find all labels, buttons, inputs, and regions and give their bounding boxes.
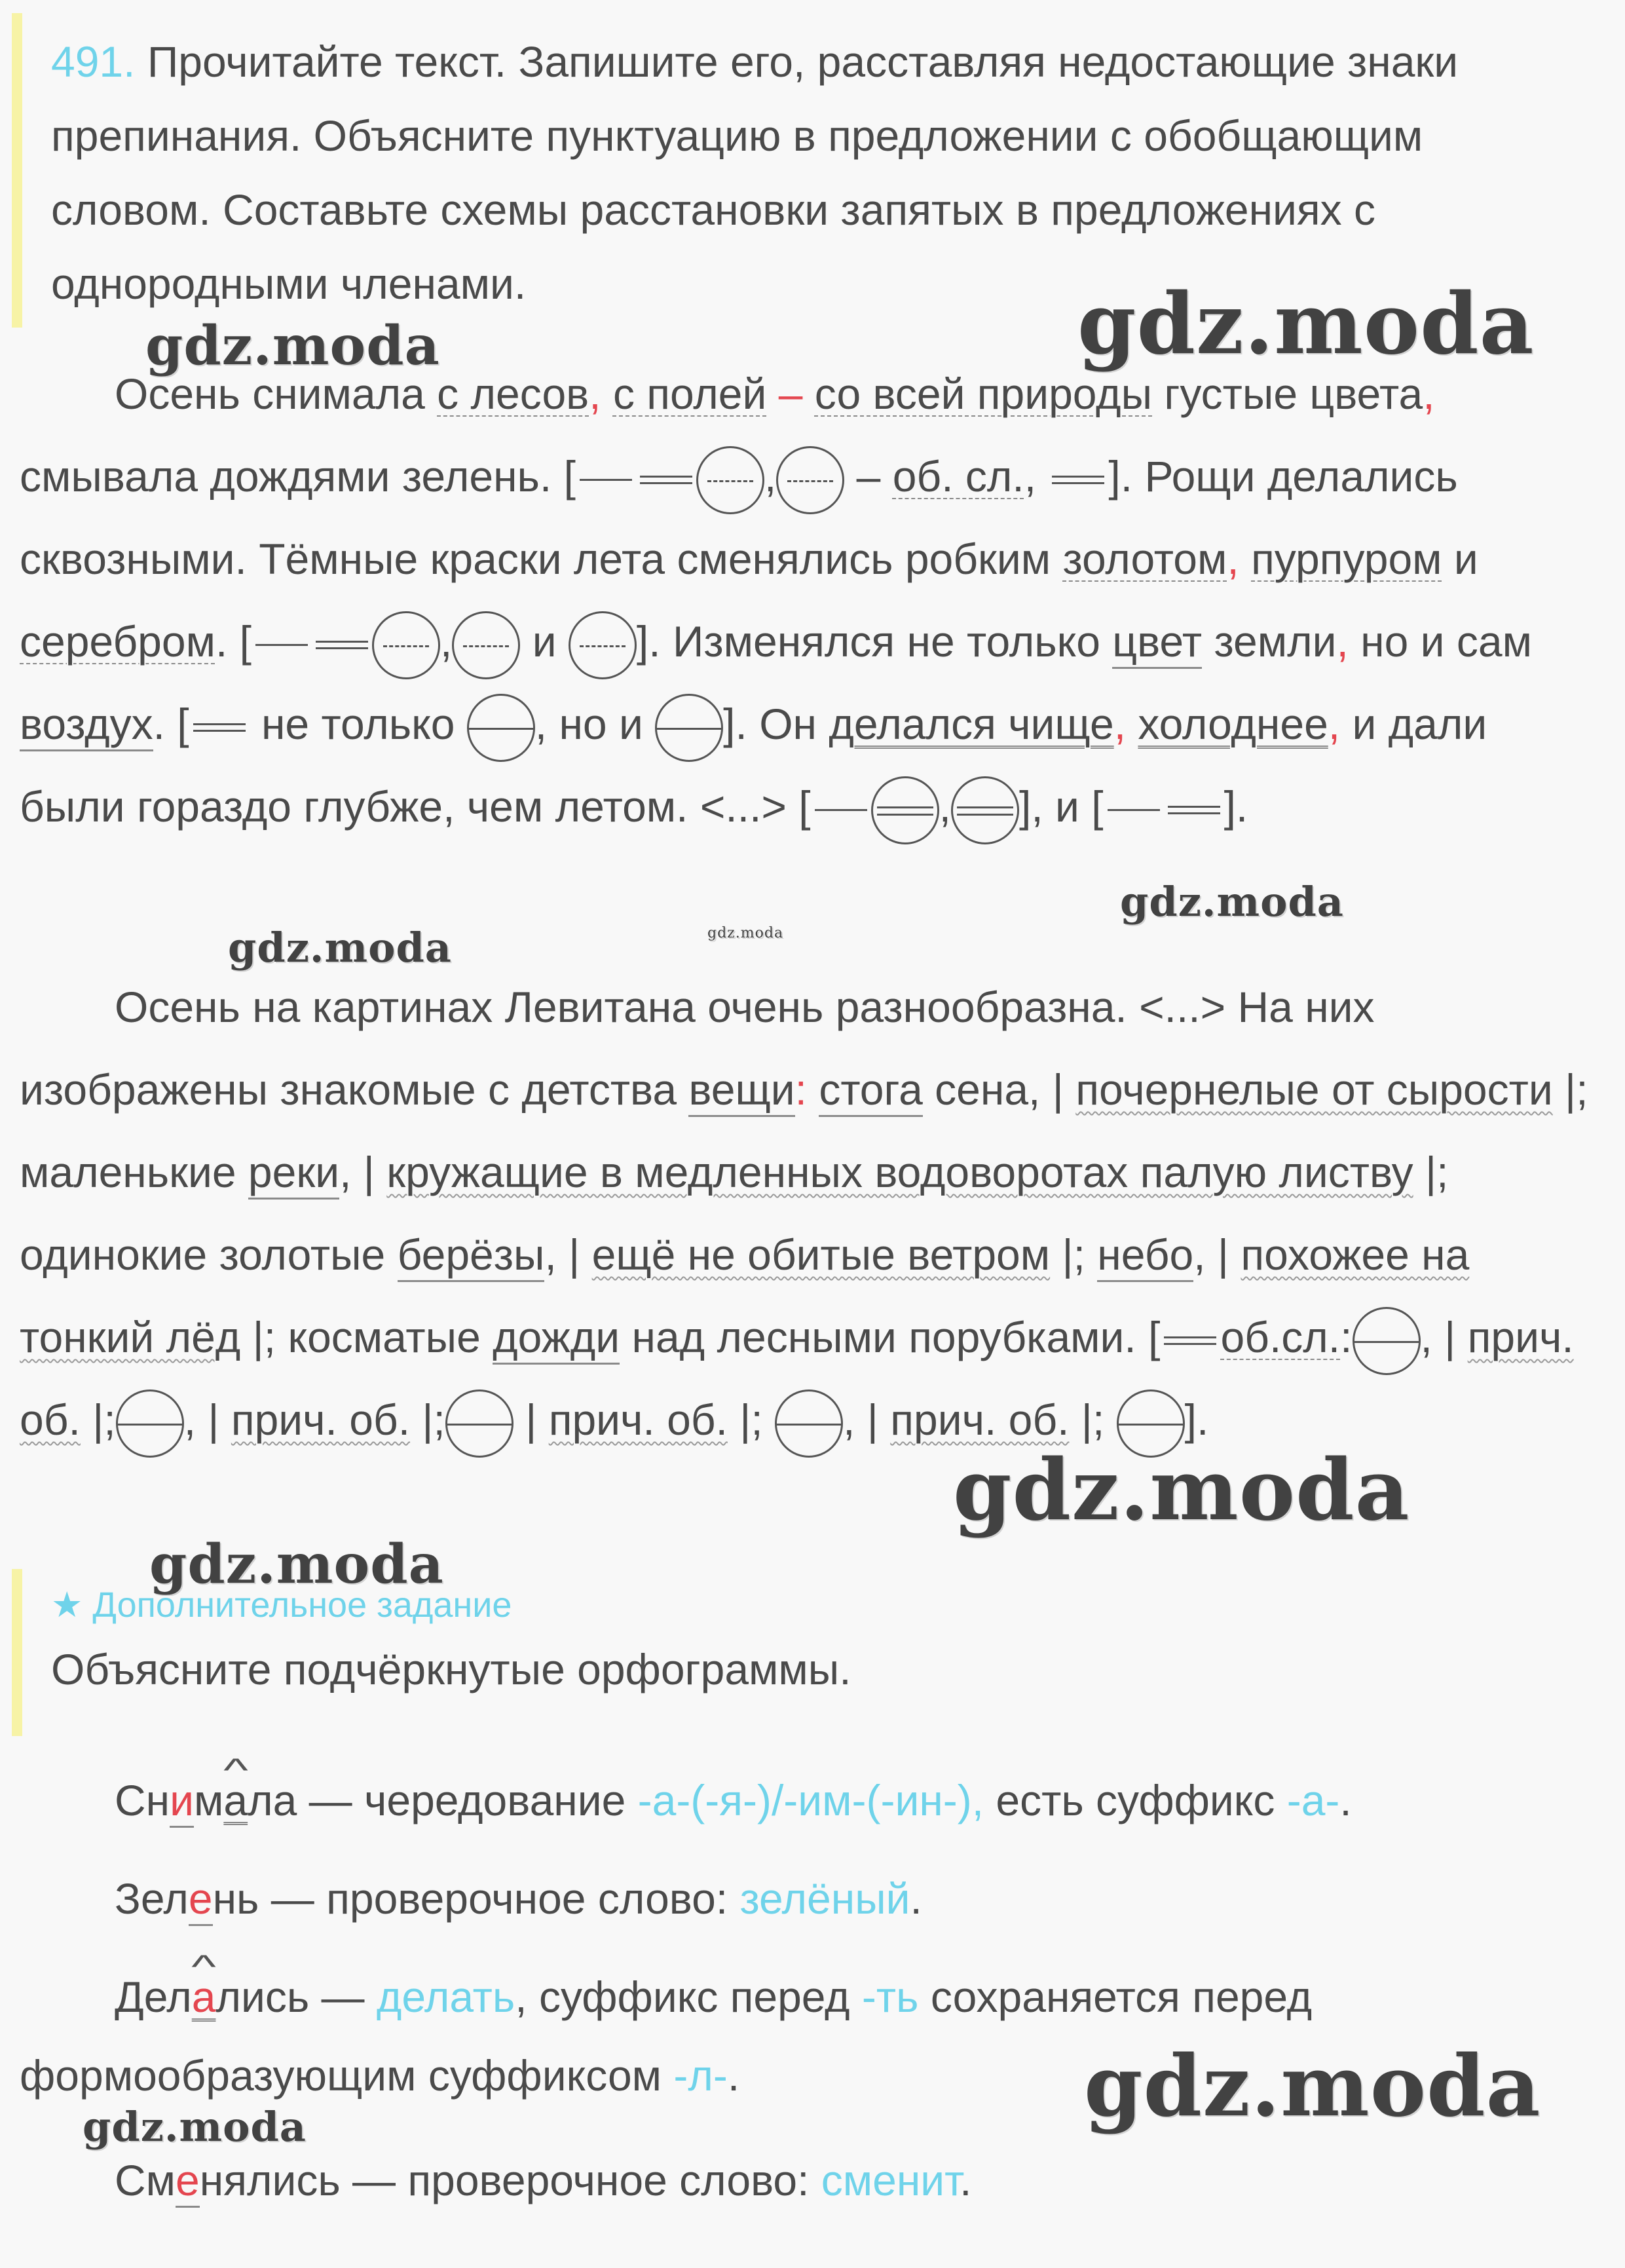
watermark: gdz.moda bbox=[83, 2103, 307, 2151]
scheme-4: [ , ], и [ ]. bbox=[798, 782, 1248, 831]
scheme-2: [ , и ]. bbox=[240, 617, 661, 666]
watermark: gdz.moda bbox=[953, 1441, 1410, 1540]
watermark: gdz.moda bbox=[1084, 2037, 1541, 2136]
task-accent-bar bbox=[12, 13, 22, 328]
orthogram-4: Сменялись — проверочное слово: сменит. bbox=[20, 2141, 1599, 2220]
scheme-3: [ не только , но и ]. bbox=[177, 700, 747, 748]
task-text: Прочитайте текст. Запишите его, расставляя недостающие знаки препинания. Объясните пунктуацию в предложении с обобщающим словом. Составьте схемы расстановки запятых в предложениях с однородными членами. bbox=[51, 37, 1459, 308]
watermark: gdz.moda bbox=[145, 314, 440, 377]
watermark: gdz.moda bbox=[1120, 878, 1344, 926]
orthogram-2: Зелень — проверочное слово: зелёный. bbox=[20, 1859, 1599, 1938]
orthogram-3: Дел^ ались — делать, суффикс перед -ть сохраняется перед формообразующим суффиксом -л-. bbox=[20, 1957, 1599, 2115]
scheme-1: [ , – об. сл., ]. bbox=[564, 452, 1132, 501]
scheme-label: об. сл. bbox=[892, 452, 1024, 501]
text-paragraph-2: Осень на картинах Левитана очень разнообразна. <...> На них изображены знакомые с детства вещи: стога сена, | почернелые от сырости |; маленькие реки, | кружащие в медленных водоворотах палую листву |; одинокие золотые берёзы, | ещё не обитые ветром |; небо, | похожее на тонкий лёд |; косматые дожди над лесными порубками. [ об.сл.: , | прич. об. |; , | прич. об. |; | прич. об. |; , | прич. об. |; ]. bbox=[20, 966, 1599, 1461]
extra-task-heading: ★ Дополнительное задание bbox=[51, 1585, 512, 1625]
orthogram-1: Сним^ ала — чередование -а-(-я-)/-им-(-ин-), есть суффикс -а-. bbox=[20, 1761, 1599, 1840]
watermark: gdz.moda bbox=[707, 925, 784, 941]
scheme-5: [ об.сл.: , | прич. об. |; , | прич. об. |; | прич. об. |; , | прич. об. |; ]. bbox=[20, 1313, 1574, 1444]
extra-accent-bar bbox=[12, 1569, 22, 1736]
text-paragraph-1: Осень снимала с лесов, с полей – со всей природы густые цвета, смывала дождями зелень. [ , – об. сл., ]. Рощи делались сквозными. Тёмные краски лета сменялись робким золотом, пурпуром и серебром. [ , и ]. Изменялся не только цвет земли, но и сам воздух. [ не только , но и ]. Он делался чище, холоднее, и дали были гораздо глубже, чем летом. <...> [ , ], и [ ]. bbox=[20, 352, 1599, 848]
watermark: gdz.moda bbox=[228, 924, 452, 972]
watermark: gdz.moda bbox=[149, 1533, 444, 1596]
exercise-number: 491. bbox=[51, 37, 136, 86]
watermark: gdz.moda bbox=[1077, 275, 1535, 373]
extra-task-text: Объясните подчёркнутые орфограммы. bbox=[51, 1645, 851, 1693]
